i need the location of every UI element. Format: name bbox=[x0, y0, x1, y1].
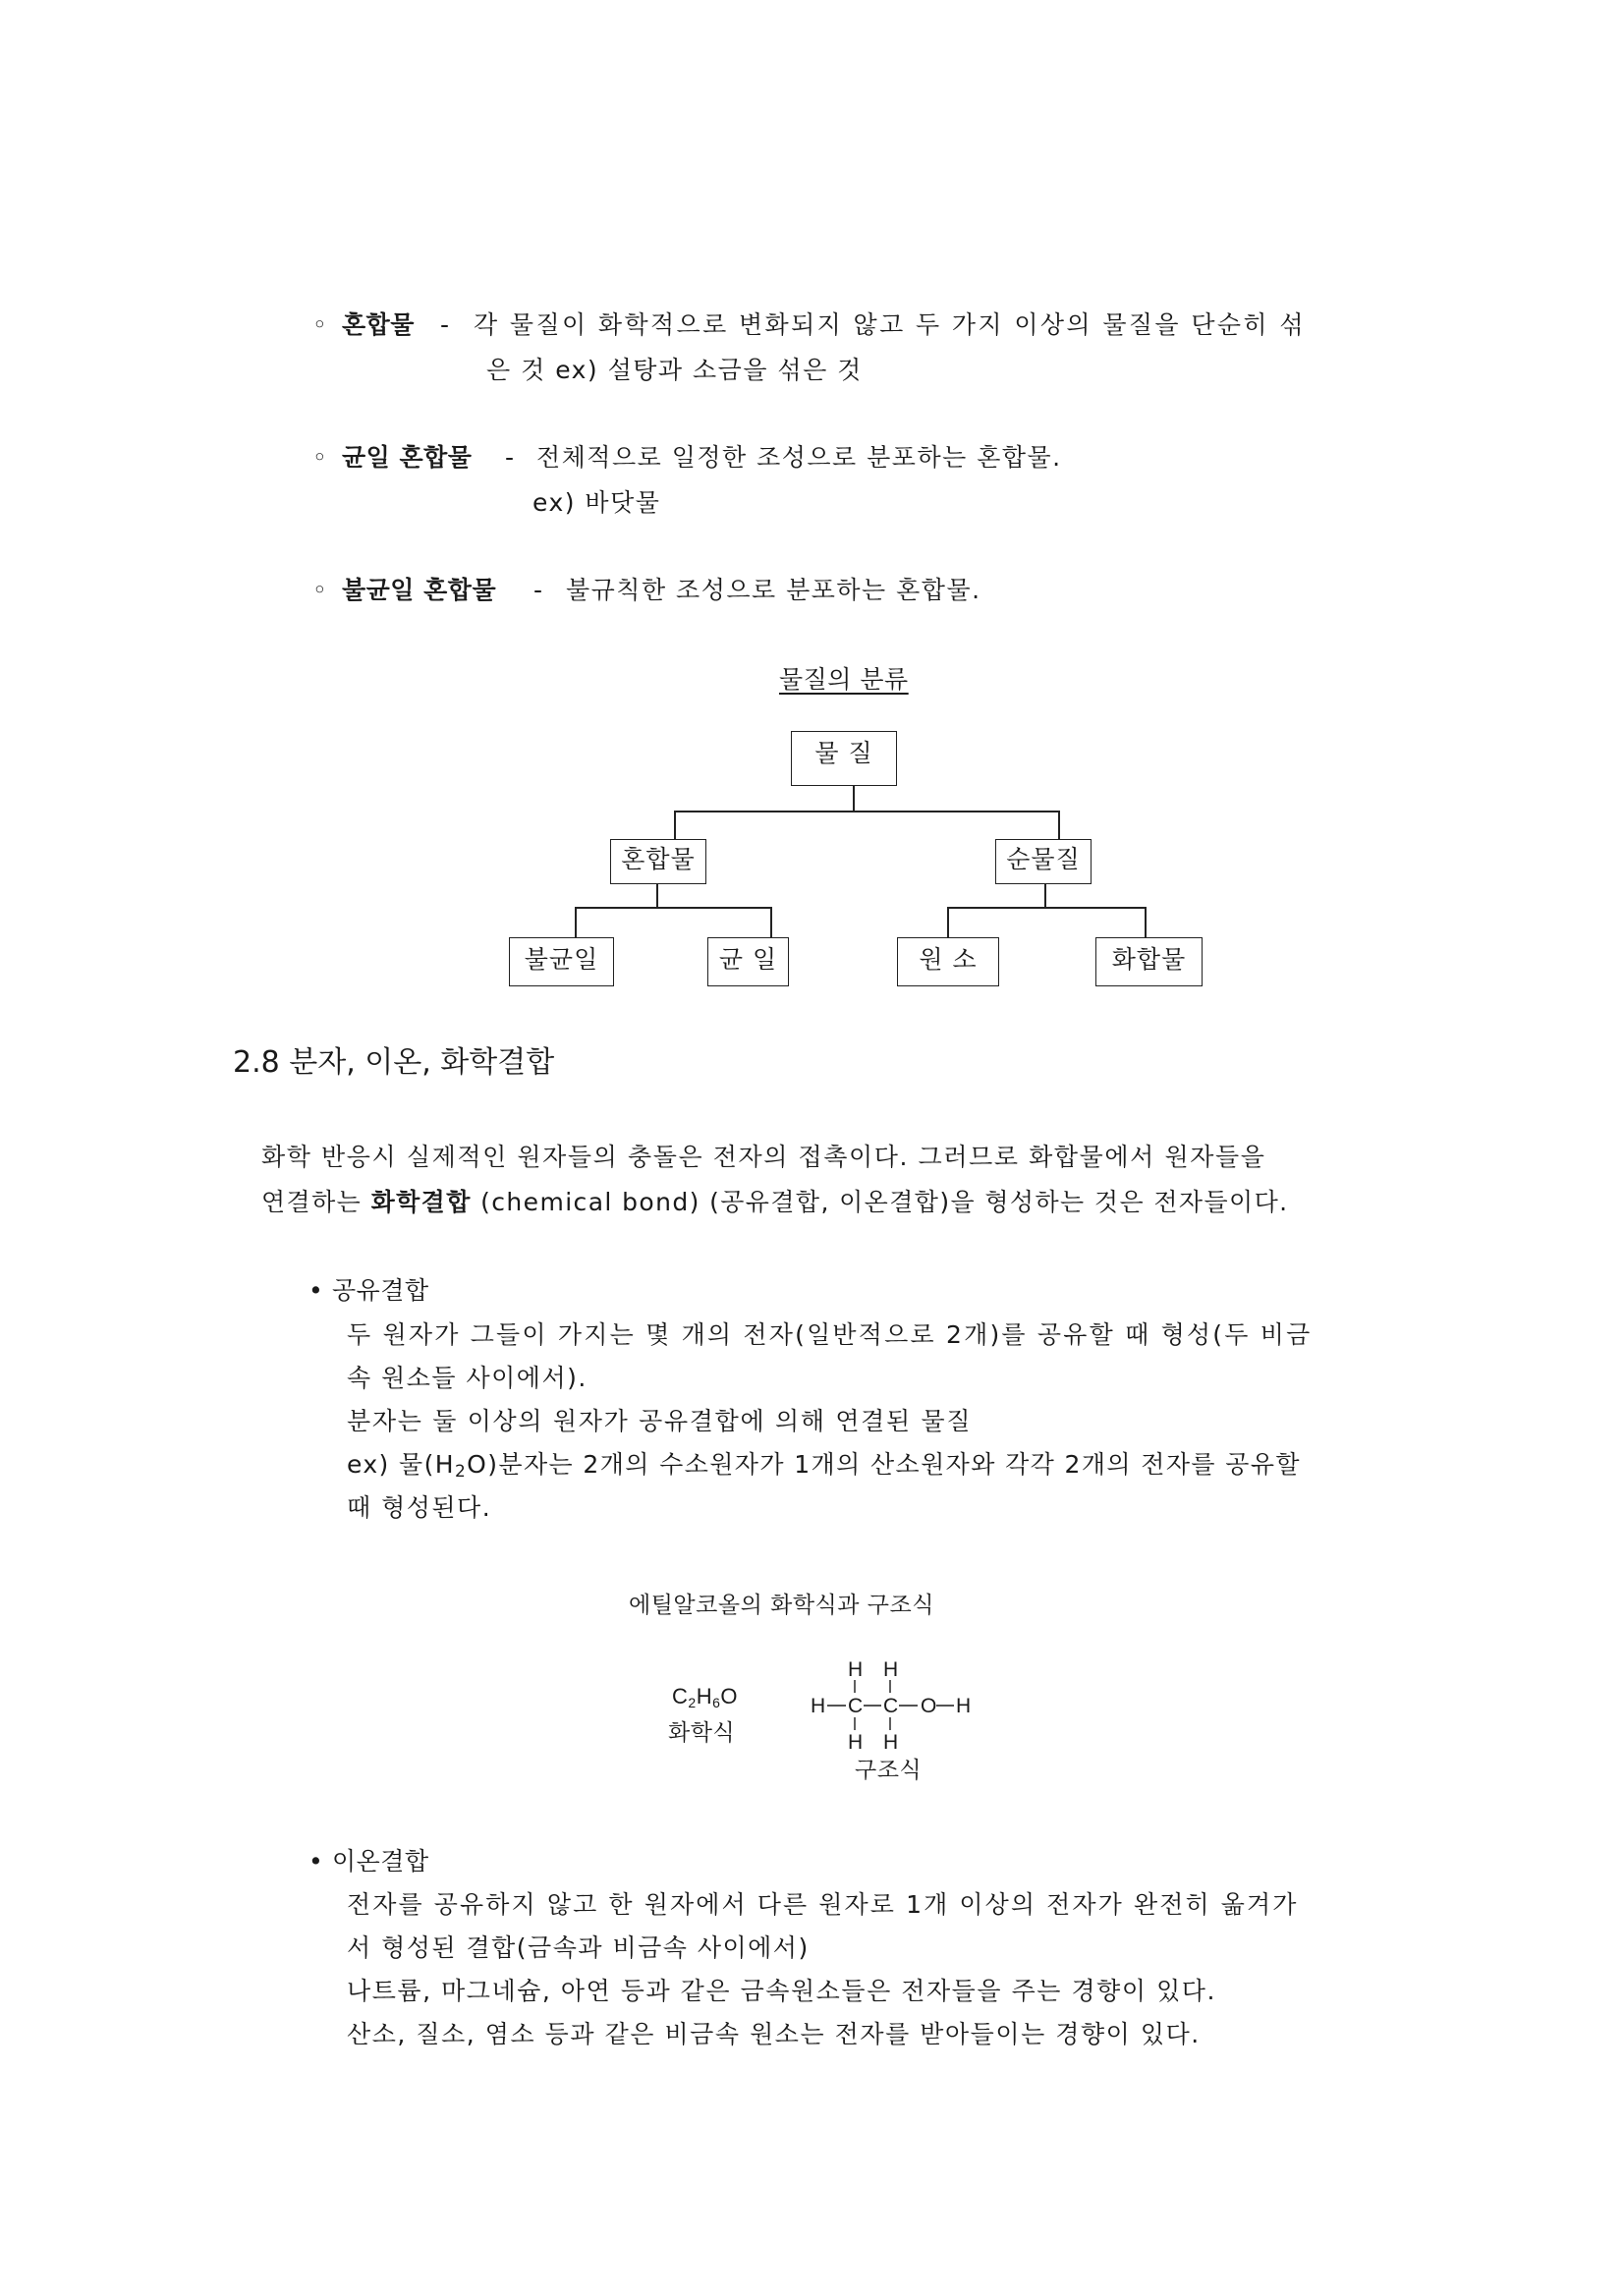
bullet: ◦ bbox=[312, 576, 328, 604]
paragraph-line: 화학 반응시 실제적인 원자들의 충돌은 전자의 접촉이다. 그러므로 화합물에서 원자들을 bbox=[261, 1143, 1266, 1171]
tree-connector bbox=[656, 884, 658, 908]
covalent-line bbox=[347, 1448, 1301, 1488]
ionic-line: 산소, 질소, 염소 등과 같은 비금속 원소는 전자를 받아들이는 경향이 있다. bbox=[347, 2020, 1201, 2048]
dash: - bbox=[440, 310, 450, 339]
covalent-title: 공유결합 bbox=[332, 1276, 429, 1305]
tree-connector bbox=[1058, 811, 1060, 840]
paragraph-text: 연결하는 bbox=[261, 1188, 363, 1216]
atom-h: H bbox=[883, 1731, 899, 1754]
ionic-line: 나트륨, 마그네슘, 아연 등과 같은 금속원소들은 전자들을 주는 경향이 있다. bbox=[347, 1977, 1216, 2005]
term-homogeneous: 균일 혼합물 bbox=[342, 443, 473, 472]
atom-h: H bbox=[811, 1695, 826, 1717]
covalent-line: 분자는 둘 이상의 원자가 공유결합에 의해 연결된 물질 bbox=[347, 1407, 973, 1435]
atom-h: H bbox=[848, 1731, 864, 1754]
tree-connector bbox=[947, 907, 949, 938]
bullet: • bbox=[308, 1847, 324, 1876]
section-heading: 2.8 분자, 이온, 화학결합 bbox=[233, 1045, 555, 1080]
covalent-line: 두 원자가 그들이 가지는 몇 개의 전자(일반적으로 2개)를 공유할 때 형성(두 비금 bbox=[347, 1320, 1313, 1349]
dash: - bbox=[533, 576, 543, 604]
dash: - bbox=[505, 443, 515, 472]
paragraph-text: (chemical bond) (공유결합, 이온결합)을 형성하는 것은 전자들이다. bbox=[480, 1188, 1289, 1216]
structure-label: 구조식 bbox=[855, 1758, 923, 1783]
bullet: ◦ bbox=[312, 443, 328, 472]
bullet: • bbox=[308, 1276, 324, 1305]
formula-part: H bbox=[696, 1684, 713, 1708]
tree-connector bbox=[770, 907, 772, 938]
tree-connector bbox=[1044, 884, 1046, 908]
tree-connector bbox=[947, 907, 1147, 909]
formula-part: C bbox=[672, 1684, 689, 1708]
formula-label: 화학식 bbox=[668, 1720, 736, 1746]
tree-node-leaf: 원 소 bbox=[897, 937, 999, 986]
subscript: 6 bbox=[712, 1695, 721, 1710]
paragraph-line bbox=[261, 1186, 1288, 1219]
subscript: 2 bbox=[688, 1695, 697, 1710]
tree-node-pure-substance: 순물질 bbox=[995, 839, 1092, 884]
ethanol-figure-title: 에틸알코올의 화학식과 구조식 bbox=[629, 1593, 934, 1618]
tree-title: 물질의 분류 bbox=[779, 665, 909, 694]
subscript: 2 bbox=[454, 1462, 468, 1482]
tree-connector bbox=[575, 907, 772, 909]
tree-connector bbox=[853, 786, 855, 812]
mixture-text-line2: 은 것 ex) 설탕과 소금을 섞은 것 bbox=[486, 356, 863, 384]
tree-connector bbox=[1145, 907, 1147, 938]
heterogeneous-text-line1: 불규칙한 조성으로 분포하는 혼합물. bbox=[566, 576, 981, 604]
atom-h: H bbox=[883, 1658, 899, 1681]
tree-node-mixture: 혼합물 bbox=[610, 839, 706, 884]
bullet: ◦ bbox=[312, 310, 328, 339]
covalent-line: 때 형성된다. bbox=[347, 1493, 492, 1522]
structural-formula bbox=[806, 1655, 982, 1764]
tree-node-leaf: 불균일 bbox=[509, 937, 614, 986]
tree-node-leaf: 화합물 bbox=[1095, 937, 1203, 986]
tree-connector bbox=[575, 907, 577, 938]
homogeneous-text-line2: ex) 바닷물 bbox=[532, 488, 661, 517]
ionic-line: 전자를 공유하지 않고 한 원자에서 다른 원자로 1개 이상의 전자가 완전히 옮겨가 bbox=[347, 1890, 1299, 1919]
ionic-line: 서 형성된 결합(금속과 비금속 사이에서) bbox=[347, 1933, 810, 1962]
covalent-text: O)분자는 2개의 수소원자가 1개의 산소원자와 각각 2개의 전자를 공유할 bbox=[467, 1450, 1301, 1479]
atom-c: C bbox=[848, 1695, 864, 1717]
term-heterogeneous: 불균일 혼합물 bbox=[342, 576, 497, 604]
atom-h: H bbox=[848, 1658, 864, 1681]
term-mixture: 혼합물 bbox=[342, 310, 415, 339]
atom-o: O bbox=[921, 1695, 937, 1717]
covalent-text: ex) 물(H bbox=[347, 1450, 455, 1479]
term-chemical-bond: 화학결합 bbox=[370, 1188, 472, 1216]
ionic-title: 이온결합 bbox=[332, 1847, 429, 1876]
tree-node-leaf: 균 일 bbox=[707, 937, 789, 986]
atom-h: H bbox=[956, 1695, 972, 1717]
tree-connector bbox=[674, 811, 1060, 812]
chemical-formula bbox=[672, 1680, 738, 1719]
homogeneous-text-line1: 전체적으로 일정한 조성으로 분포하는 혼합물. bbox=[536, 443, 1062, 472]
atom-c: C bbox=[883, 1695, 899, 1717]
mixture-text-line1: 각 물질이 화학적으로 변화되지 않고 두 가지 이상의 물질을 단순히 섞 bbox=[474, 310, 1306, 339]
formula-part: O bbox=[720, 1684, 738, 1708]
tree-connector bbox=[674, 811, 676, 840]
covalent-line: 속 원소들 사이에서). bbox=[347, 1364, 588, 1392]
tree-node-root: 물 질 bbox=[791, 731, 897, 786]
